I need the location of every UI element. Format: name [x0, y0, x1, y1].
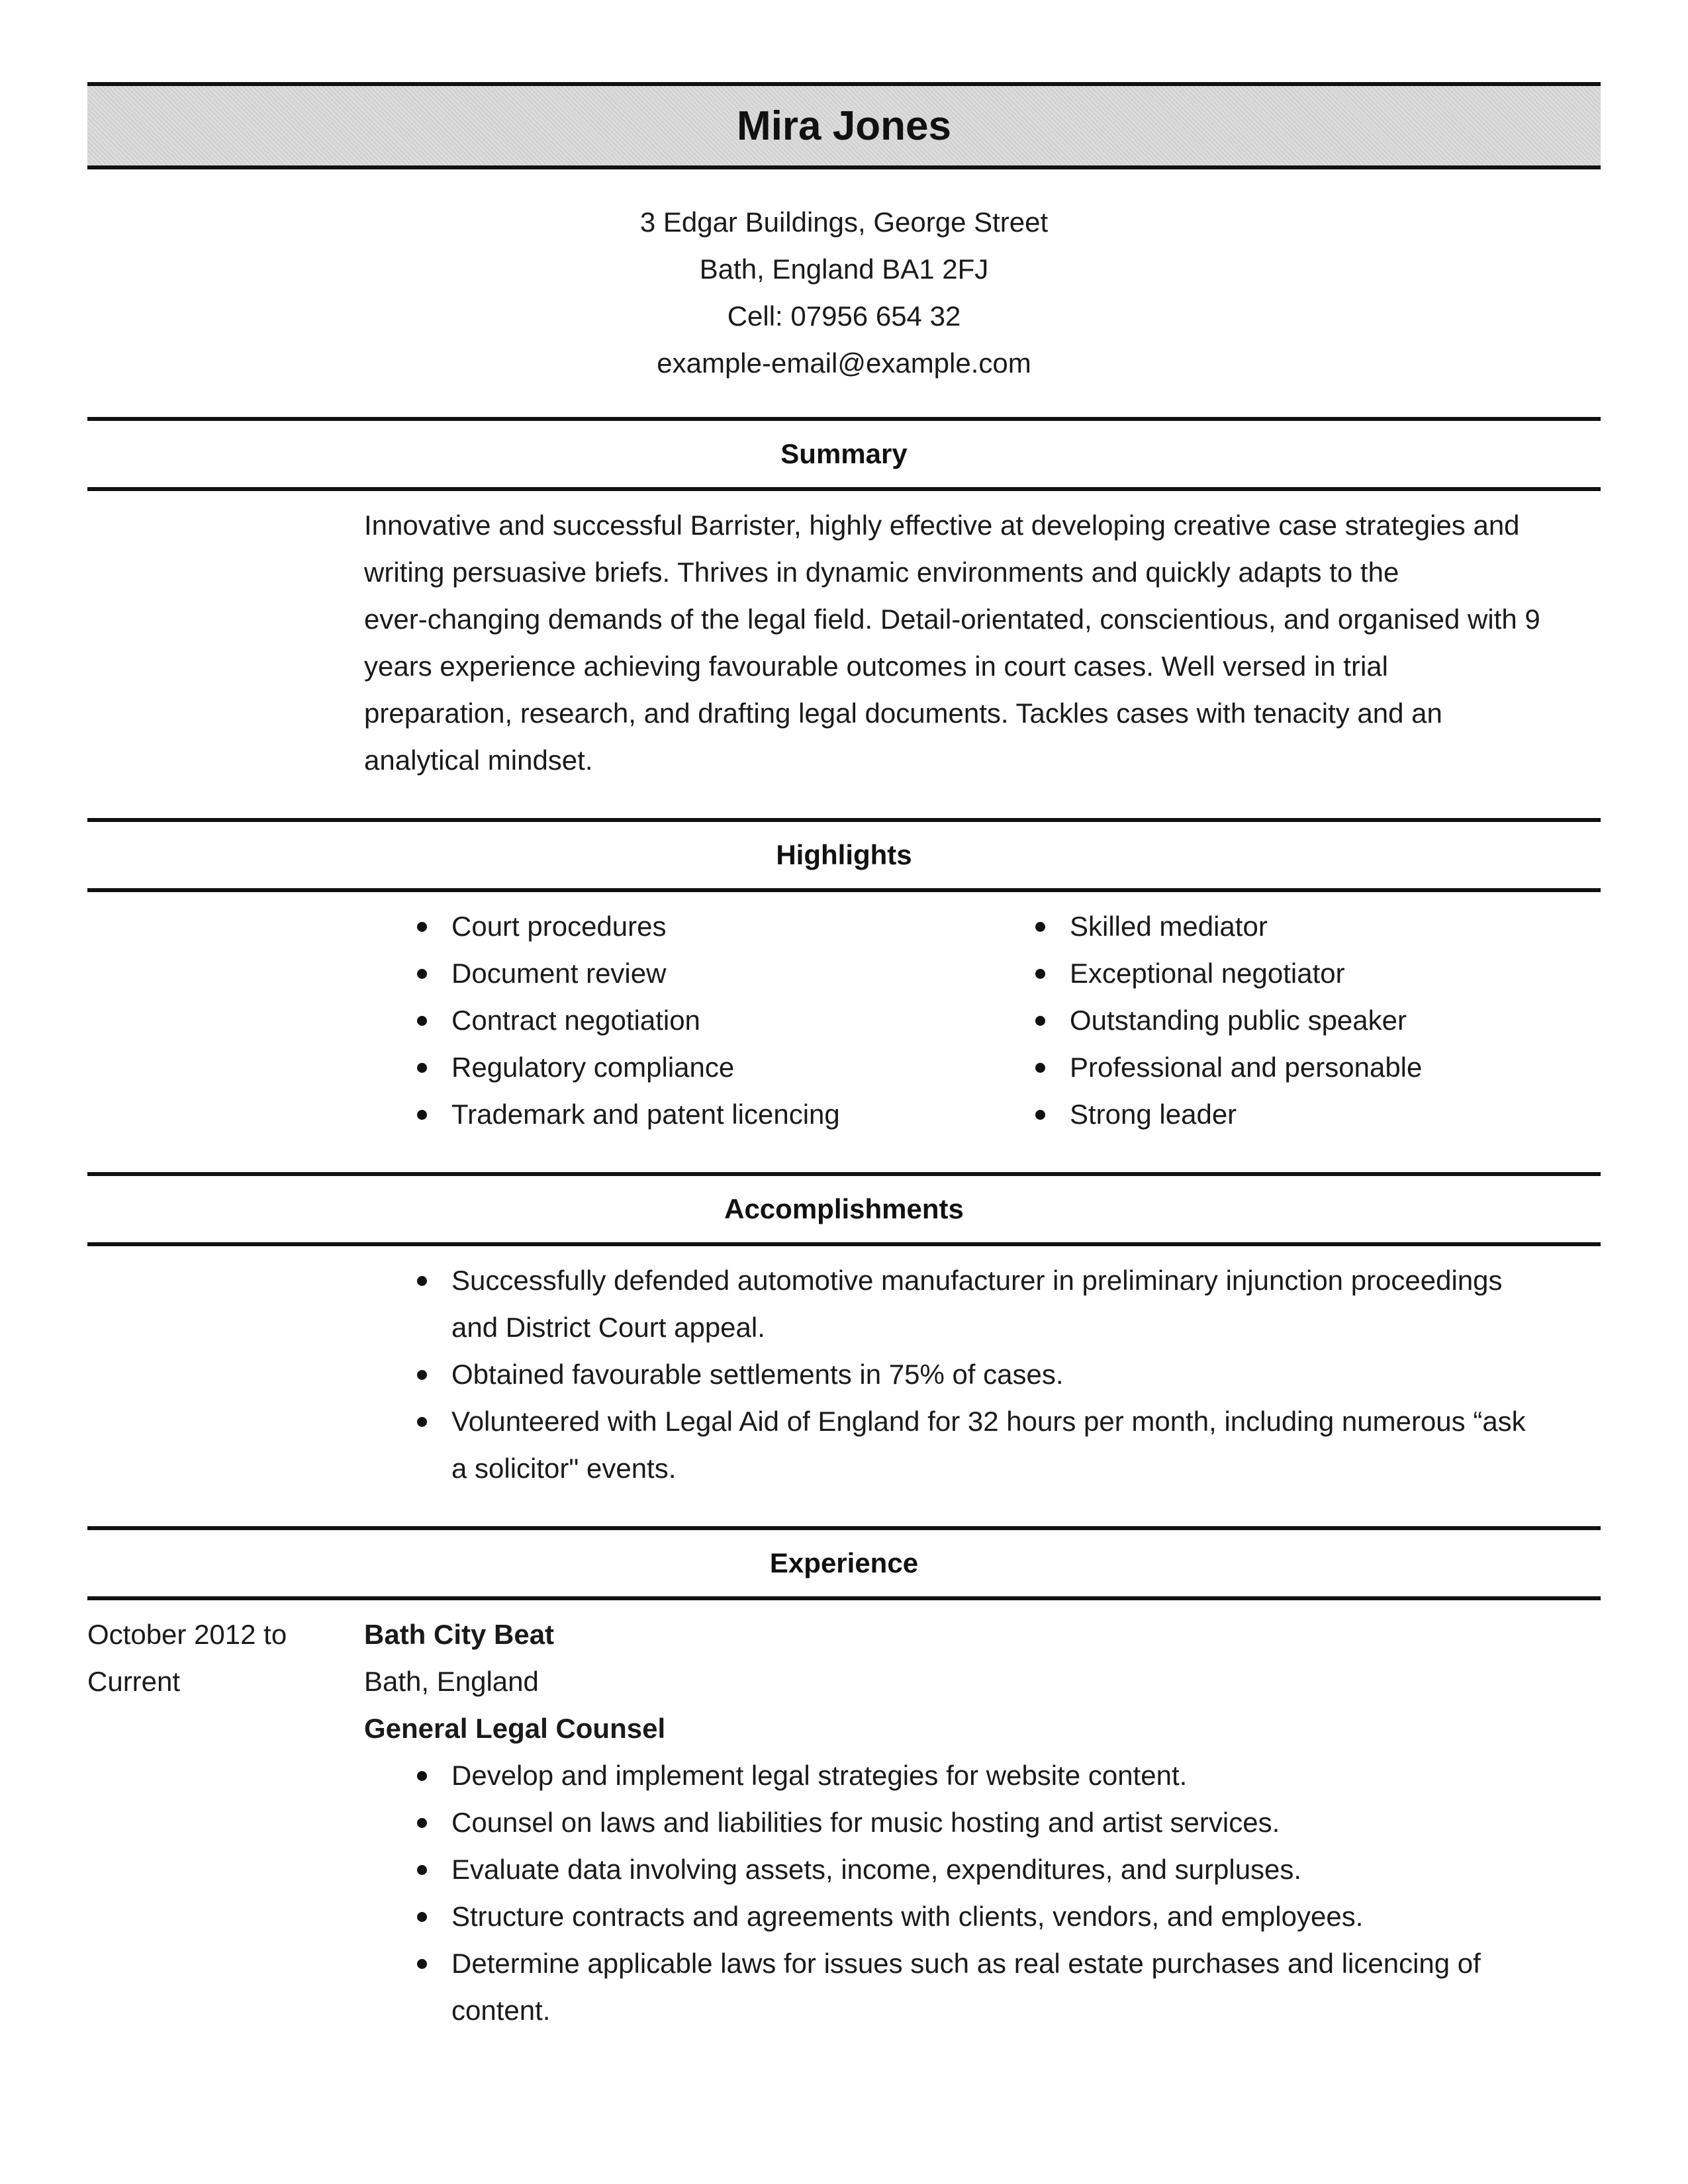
- duty-item: [364, 1940, 1601, 2034]
- accomplishment-line: Successfully defended automotive manufacturer in preliminary injunction proceedings: [451, 1265, 1503, 1296]
- experience-title: Experience: [769, 1547, 919, 1578]
- phone-number: Cell: 07956 654 32: [727, 300, 961, 332]
- duty-line: content.: [451, 1995, 551, 2026]
- highlight-item: Trademark and patent licencing: [364, 1091, 982, 1138]
- experience-entry: [87, 1600, 1601, 2034]
- highlight-item: Document review: [364, 950, 982, 997]
- highlights-right-column: [982, 903, 1601, 1138]
- highlight-item: Strong leader: [982, 1091, 1601, 1138]
- summary-line: ever-changing demands of the legal field. Detail-orientated, conscientious, and organised with 9: [364, 604, 1540, 635]
- summary-text: [364, 491, 1601, 784]
- accomplishment-item: [364, 1351, 1601, 1398]
- experience-date-end: Current: [87, 1666, 181, 1697]
- duty-item: [364, 1893, 1601, 1940]
- highlight-item: Contract negotiation: [364, 997, 982, 1044]
- address-line-2: Bath, England BA1 2FJ: [699, 253, 989, 285]
- company-name: Bath City Beat: [364, 1619, 555, 1650]
- email-address: example-email@example.com: [657, 347, 1031, 379]
- accomplishment-item: [364, 1257, 1601, 1351]
- accomplishments-heading: [87, 1172, 1601, 1246]
- contact-block: [87, 199, 1601, 387]
- duty-line: Determine applicable laws for issues such as real estate purchases and licencing of: [451, 1948, 1481, 1979]
- accomplishment-line: a solicitor" events.: [451, 1453, 677, 1484]
- duty-line: Counsel on laws and liabilities for music hosting and artist services.: [451, 1807, 1280, 1838]
- highlights-left-column: [364, 903, 982, 1138]
- highlights-list: [364, 892, 1601, 1138]
- experience-details: [364, 1611, 1601, 2034]
- accomplishment-line: and District Court appeal.: [451, 1312, 765, 1343]
- summary-line: analytical mindset.: [364, 745, 593, 776]
- duty-item: [364, 1846, 1601, 1893]
- summary-line: writing persuasive briefs. Thrives in dynamic environments and quickly adapts to the: [364, 557, 1399, 588]
- highlight-item: Exceptional negotiator: [982, 950, 1601, 997]
- name-header: [87, 82, 1601, 169]
- summary-line: years experience achieving favourable outcomes in court cases. Well versed in trial: [364, 651, 1388, 682]
- highlights-title: Highlights: [776, 839, 912, 870]
- experience-date-start: October 2012 to: [87, 1619, 287, 1650]
- resume-page: [87, 82, 1601, 2034]
- duty-line: Structure contracts and agreements with clients, vendors, and employees.: [451, 1901, 1364, 1932]
- duty-item: [364, 1799, 1601, 1846]
- highlight-item: Skilled mediator: [982, 903, 1601, 950]
- candidate-name: Mira Jones: [737, 103, 951, 149]
- summary-title: Summary: [780, 438, 908, 469]
- summary-line: preparation, research, and drafting legal documents. Tackles cases with tenacity and an: [364, 698, 1442, 729]
- job-title: General Legal Counsel: [364, 1713, 666, 1744]
- summary-line: Innovative and successful Barrister, highly effective at developing creative case strategies and: [364, 510, 1520, 541]
- highlight-item: Regulatory compliance: [364, 1044, 982, 1091]
- highlights-heading: [87, 818, 1601, 892]
- highlight-item: Professional and personable: [982, 1044, 1601, 1091]
- experience-heading: [87, 1526, 1601, 1600]
- highlight-item: Outstanding public speaker: [982, 997, 1601, 1044]
- duty-item: [364, 1752, 1601, 1799]
- accomplishment-item: [364, 1398, 1601, 1492]
- summary-heading: [87, 417, 1601, 491]
- duty-line: Develop and implement legal strategies for website content.: [451, 1760, 1188, 1791]
- accomplishment-line: Obtained favourable settlements in 75% of cases.: [451, 1359, 1064, 1390]
- highlight-item: Court procedures: [364, 903, 982, 950]
- accomplishments-list: [364, 1246, 1601, 1492]
- accomplishments-title: Accomplishments: [724, 1193, 964, 1224]
- address-line-1: 3 Edgar Buildings, George Street: [639, 206, 1049, 238]
- job-duties: [364, 1752, 1601, 2034]
- accomplishment-line: Volunteered with Legal Aid of England for 32 hours per month, including numerous “ask: [451, 1406, 1526, 1437]
- duty-line: Evaluate data involving assets, income, expenditures, and surpluses.: [451, 1854, 1302, 1885]
- company-location: Bath, England: [364, 1666, 539, 1697]
- experience-dates: [87, 1611, 364, 2034]
